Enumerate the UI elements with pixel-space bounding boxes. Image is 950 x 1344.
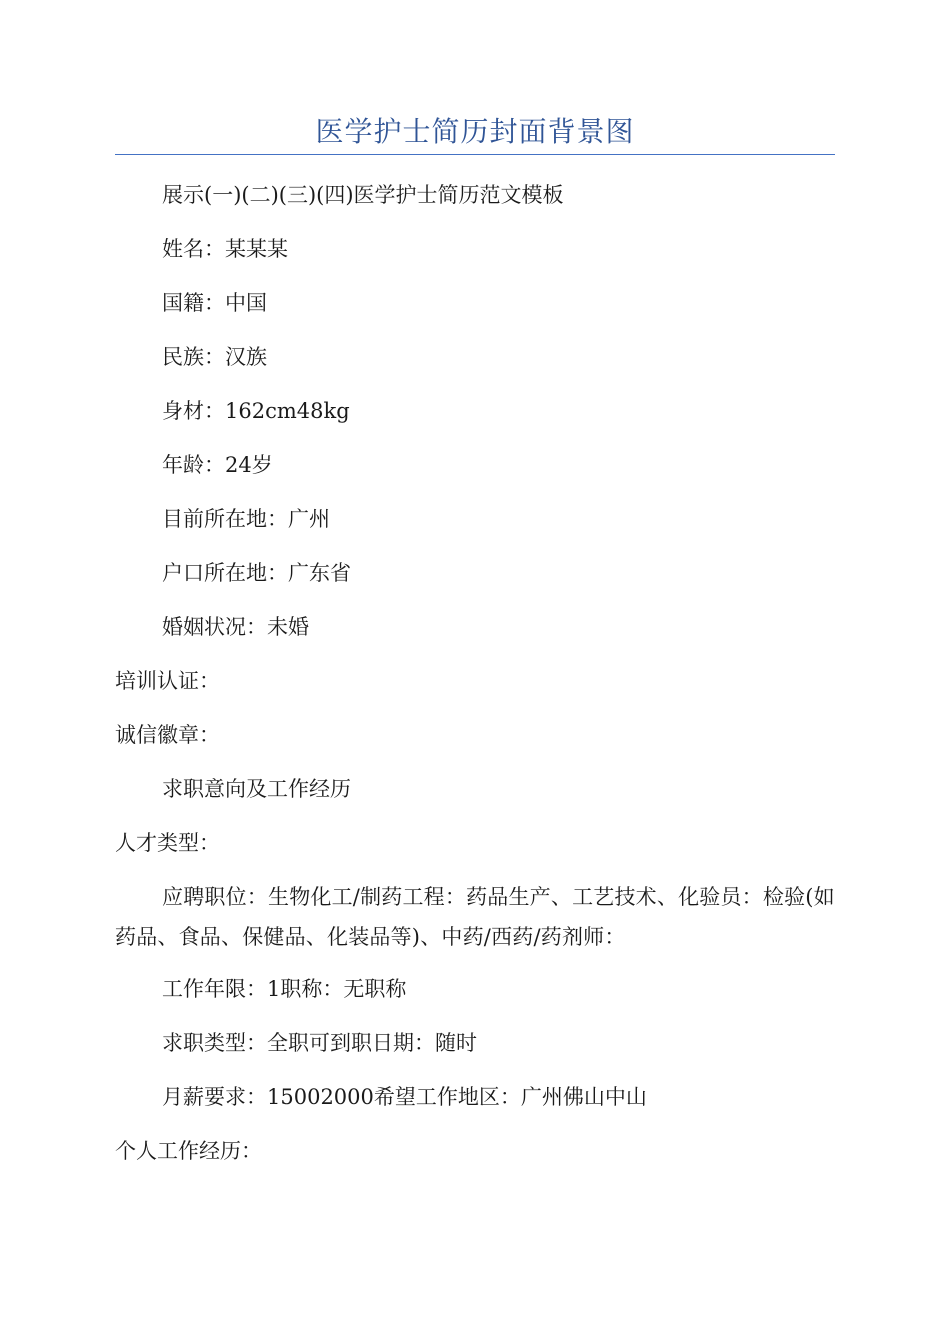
height-weight-line: 身材：162cm48kg: [162, 399, 350, 423]
title-underline: [115, 154, 835, 155]
training-certification-line: 培训认证：: [115, 669, 220, 693]
job-intention-heading: 求职意向及工作经历: [162, 777, 351, 801]
household-registration-line: 户口所在地：广东省: [162, 561, 351, 585]
applied-position-paragraph: 应聘职位：生物化工/制药工程：药品生产、工艺技术、化验员：检验(如药品、食品、保健品、化装品等)、中药/西药/药剂师：: [115, 885, 835, 949]
work-years-line: 工作年限：1职称：无职称: [162, 977, 407, 1001]
name-line: 姓名：某某某: [162, 237, 288, 261]
age-line: 年龄：24岁: [162, 453, 273, 477]
work-experience-line: 个人工作经历：: [115, 1139, 262, 1163]
talent-type-line: 人才类型：: [115, 831, 220, 855]
integrity-badge-line: 诚信徽章：: [115, 723, 220, 747]
intro-line: 展示(一)(二)(三)(四)医学护士简历范文模板: [162, 183, 564, 207]
document-title: 医学护士简历封面背景图: [315, 115, 635, 148]
job-type-line: 求职类型：全职可到职日期：随时: [162, 1031, 477, 1055]
current-location-line: 目前所在地：广州: [162, 507, 330, 531]
ethnicity-line: 民族：汉族: [162, 345, 267, 369]
marital-status-line: 婚姻状况：未婚: [162, 615, 309, 639]
nationality-line: 国籍：中国: [162, 291, 267, 315]
salary-line: 月薪要求：15002000希望工作地区：广州佛山中山: [162, 1085, 647, 1109]
